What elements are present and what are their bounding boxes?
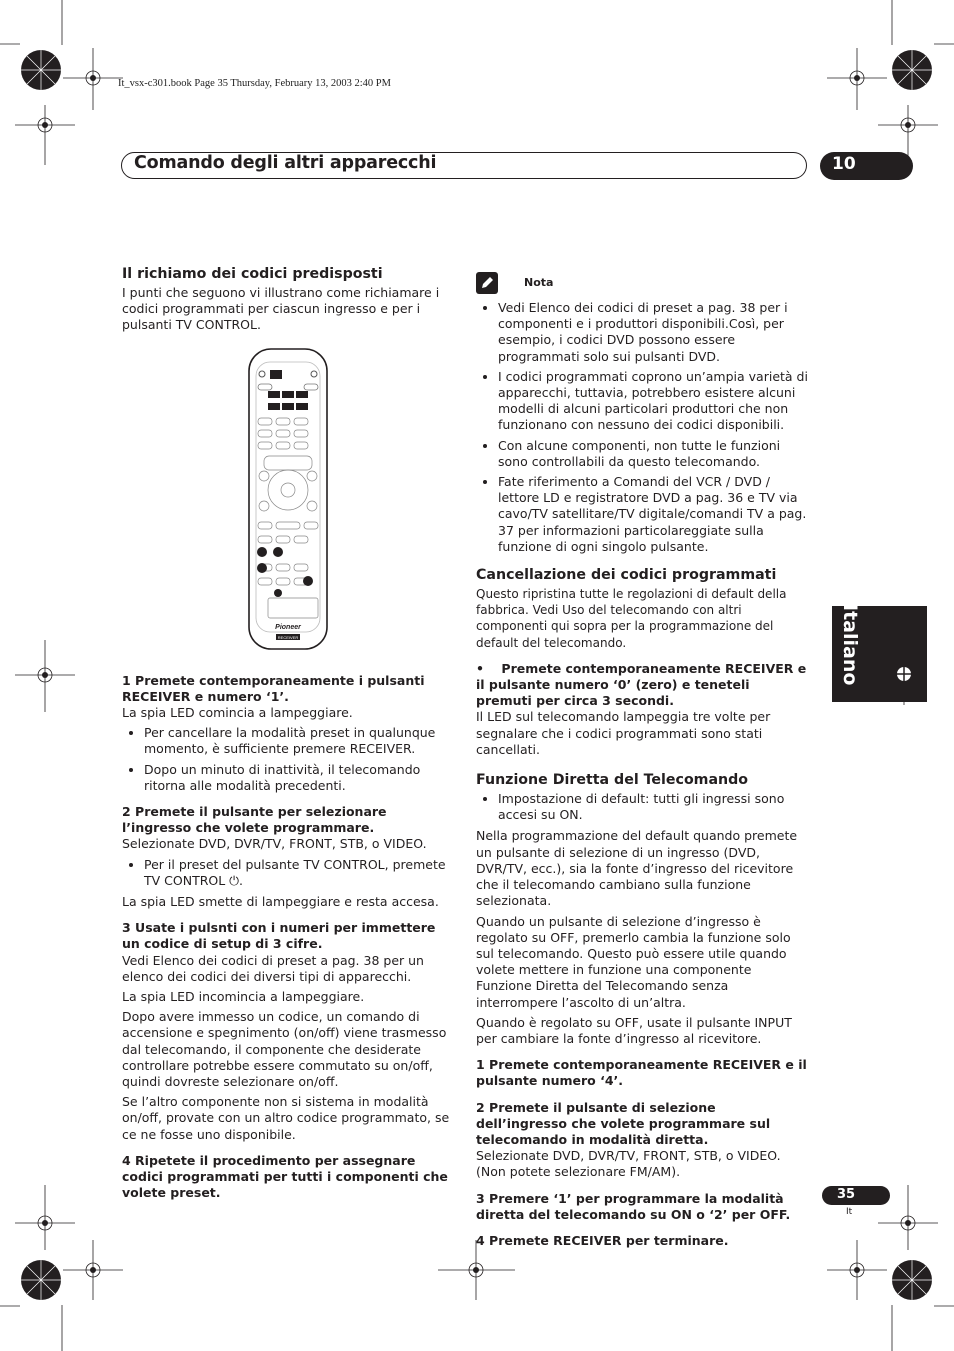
direct-p2: Quando un pulsante di selezione d’ingresso è regolato su OFF, premerlo cambia la funzione solo sul telecomando. Questo può essere utile quando volete mettere in funzione una componente Funzione Diretta del Telecomando senza interrompere l’ascolto di un’altra.: [476, 913, 791, 1010]
chapter-number: 10: [820, 152, 913, 180]
list-item: • Vedi Elenco dei codici di preset a pag. 38 per i componenti e i produttori disponibili.Così, per esempio, i codici DVD possono essere programmati solo sui pulsanti DVD.: [498, 300, 808, 365]
direct-bullets: [476, 791, 808, 823]
remote-illustration-area: [122, 338, 454, 673]
recall-step-4: 4 Ripetete il procedimento per assegnare codici programmati per tutti i componenti che volete preset.: [122, 1152, 448, 1201]
list-item: • Per cancellare la modalità preset in qualunque momento, è sufficiente premere RECEIVER.: [144, 725, 454, 757]
cancel-p1: Questo ripristina tutte le regolazioni di default della fabbrica. Vedi Uso del telecomando con altri componenti qui sopra per la programmazione del default del telecomando.: [476, 587, 787, 650]
cancel-step: • Premete contemporaneamente RECEIVER e il pulsante numero ‘0’ (zero) e teneteli premuti per circa 3 secondi.: [476, 660, 807, 709]
page-number: 35: [822, 1186, 890, 1205]
recall-step-3-p4: Se l’altro componente non si sistema in modalità on/off, provate con un altro codice programmato, se ce ne fosse uno disponibile.: [122, 1094, 450, 1142]
direct-p1: Nella programmazione del default quando premete un pulsante di selezione di un ingresso (DVD, DVR/TV, ecc.), sia la fonte d’ingresso del ricevitore che il telecomando cambiano sulla funzione selezionata.: [476, 828, 798, 909]
cancel-p2: Il LED sul telecomando lampeggia tre volte per segnalare che i codici programmati sono stati cancellati.: [476, 709, 771, 757]
direct-step-3: 3 Premere ‘1’ per programmare la modalità diretta del telecomando su ON o ‘2’ per OFF.: [476, 1190, 791, 1222]
file-header: It_vsx-c301.book Page 35 Thursday, February 13, 2003 2:40 PM: [118, 78, 391, 89]
note-pencil-icon: [476, 272, 498, 294]
notes-list: [476, 300, 808, 555]
language-label: Italiano: [839, 604, 861, 686]
recall-step-3-p3: Dopo avere immesso un codice, un comando di accensione e spegnimento (on/off) viene trasmesso dal telecomando, il componente che desiderate controllare potrebbe essere commutato su on/off, quindi dovreste selezionare on/off.: [122, 1009, 447, 1090]
note-header: [476, 272, 808, 294]
recall-intro: I punti che seguono vi illustrano come richiamare i codici programmati per ciascun ingresso e per i pulsanti TV CONTROL.: [122, 285, 440, 333]
heading-recall: Il richiamo dei codici predisposti: [122, 266, 383, 282]
recall-step-1-text: La spia LED comincia a lampeggiare.: [122, 705, 353, 721]
recall-step-2-after: La spia LED smette di lampeggiare e resta accesa.: [122, 894, 439, 910]
note-label: Nota: [524, 275, 554, 289]
heading-cancel: Cancellazione dei codici programmati: [476, 567, 777, 584]
tab-crosshair-icon: [895, 665, 913, 683]
list-item: • I codici programmati coprono un’ampia varietà di apparecchi, tuttavia, potrebbero esistere alcuni modelli di alcuni particolari produttori che non funzionano con nessuno dei codici disponibili.: [498, 369, 808, 434]
list-item: • Per il preset del pulsante TV CONTROL, premete TV CONTROL ⏻.: [144, 857, 454, 889]
right-column: [476, 272, 808, 1249]
recall-step-3-text: Vedi Elenco dei codici di preset a pag. 38 per un elenco dei codici dei diversi tipi di apparecchi.: [122, 952, 424, 984]
direct-step-1: 1 Premete contemporaneamente RECEIVER e il pulsante numero ‘4’.: [476, 1057, 807, 1089]
list-item: • Impostazione di default: tutti gli ingressi sono accesi su ON.: [498, 791, 808, 823]
direct-p3: Quando è regolato su OFF, usate il pulsante INPUT per cambiare la fonte d’ingresso al ricevitore.: [476, 1014, 792, 1046]
direct-step-2-text: Selezionate DVD, DVR/TV, FRONT, STB, o VIDEO. (Non potete selezionare FM/AM).: [476, 1148, 781, 1180]
remote-brand: Pioneer: [275, 623, 301, 631]
recall-step-2-bullets: [122, 857, 454, 889]
heading-direct: Funzione Diretta del Telecomando: [476, 772, 749, 789]
direct-step-4: 4 Premete RECEIVER per terminare.: [476, 1232, 729, 1248]
page-language-code: It: [846, 1207, 853, 1217]
left-column: [122, 266, 454, 1202]
remote-model: RECEIVER: [277, 634, 299, 640]
list-item: • Con alcune componenti, non tutte le funzioni sono controllabili da questo telecomando.: [498, 438, 808, 470]
recall-step-1-bullets: [122, 725, 454, 794]
list-item: • Dopo un minuto di inattività, il telecomando ritorna alle modalità precedenti.: [144, 762, 454, 794]
chapter-title: Comando degli altri apparecchi: [134, 153, 437, 173]
list-item: • Fate riferimento a Comandi del VCR / DVD / lettore LD e registratore DVD a pag. 36 e TV via cavo/TV satellitare/TV digitale/comandi TV a pag. 37 per informazioni particolareggiate sulla funzione di ogni singolo pulsante.: [498, 474, 808, 555]
remote-control-image: [248, 348, 328, 650]
recall-step-2-text: Selezionate DVD, DVR/TV, FRONT, STB, o VIDEO.: [122, 836, 427, 852]
recall-step-3: 3 Usate i pulsnti con i numeri per immettere un codice di setup di 3 cifre.: [122, 920, 436, 952]
direct-step-2: 2 Premete il pulsante di selezione dell’ingresso che volete programmare sul telecomando in modalità diretta.: [476, 1099, 771, 1147]
recall-step-3-p2: La spia LED incomincia a lampeggiare.: [122, 989, 365, 1005]
recall-step-2: 2 Premete il pulsante per selezionare l’ingresso che volete programmare.: [122, 804, 387, 836]
recall-step-1: 1 Premete contemporaneamente i pulsanti RECEIVER e numero ‘1’.: [122, 672, 425, 704]
